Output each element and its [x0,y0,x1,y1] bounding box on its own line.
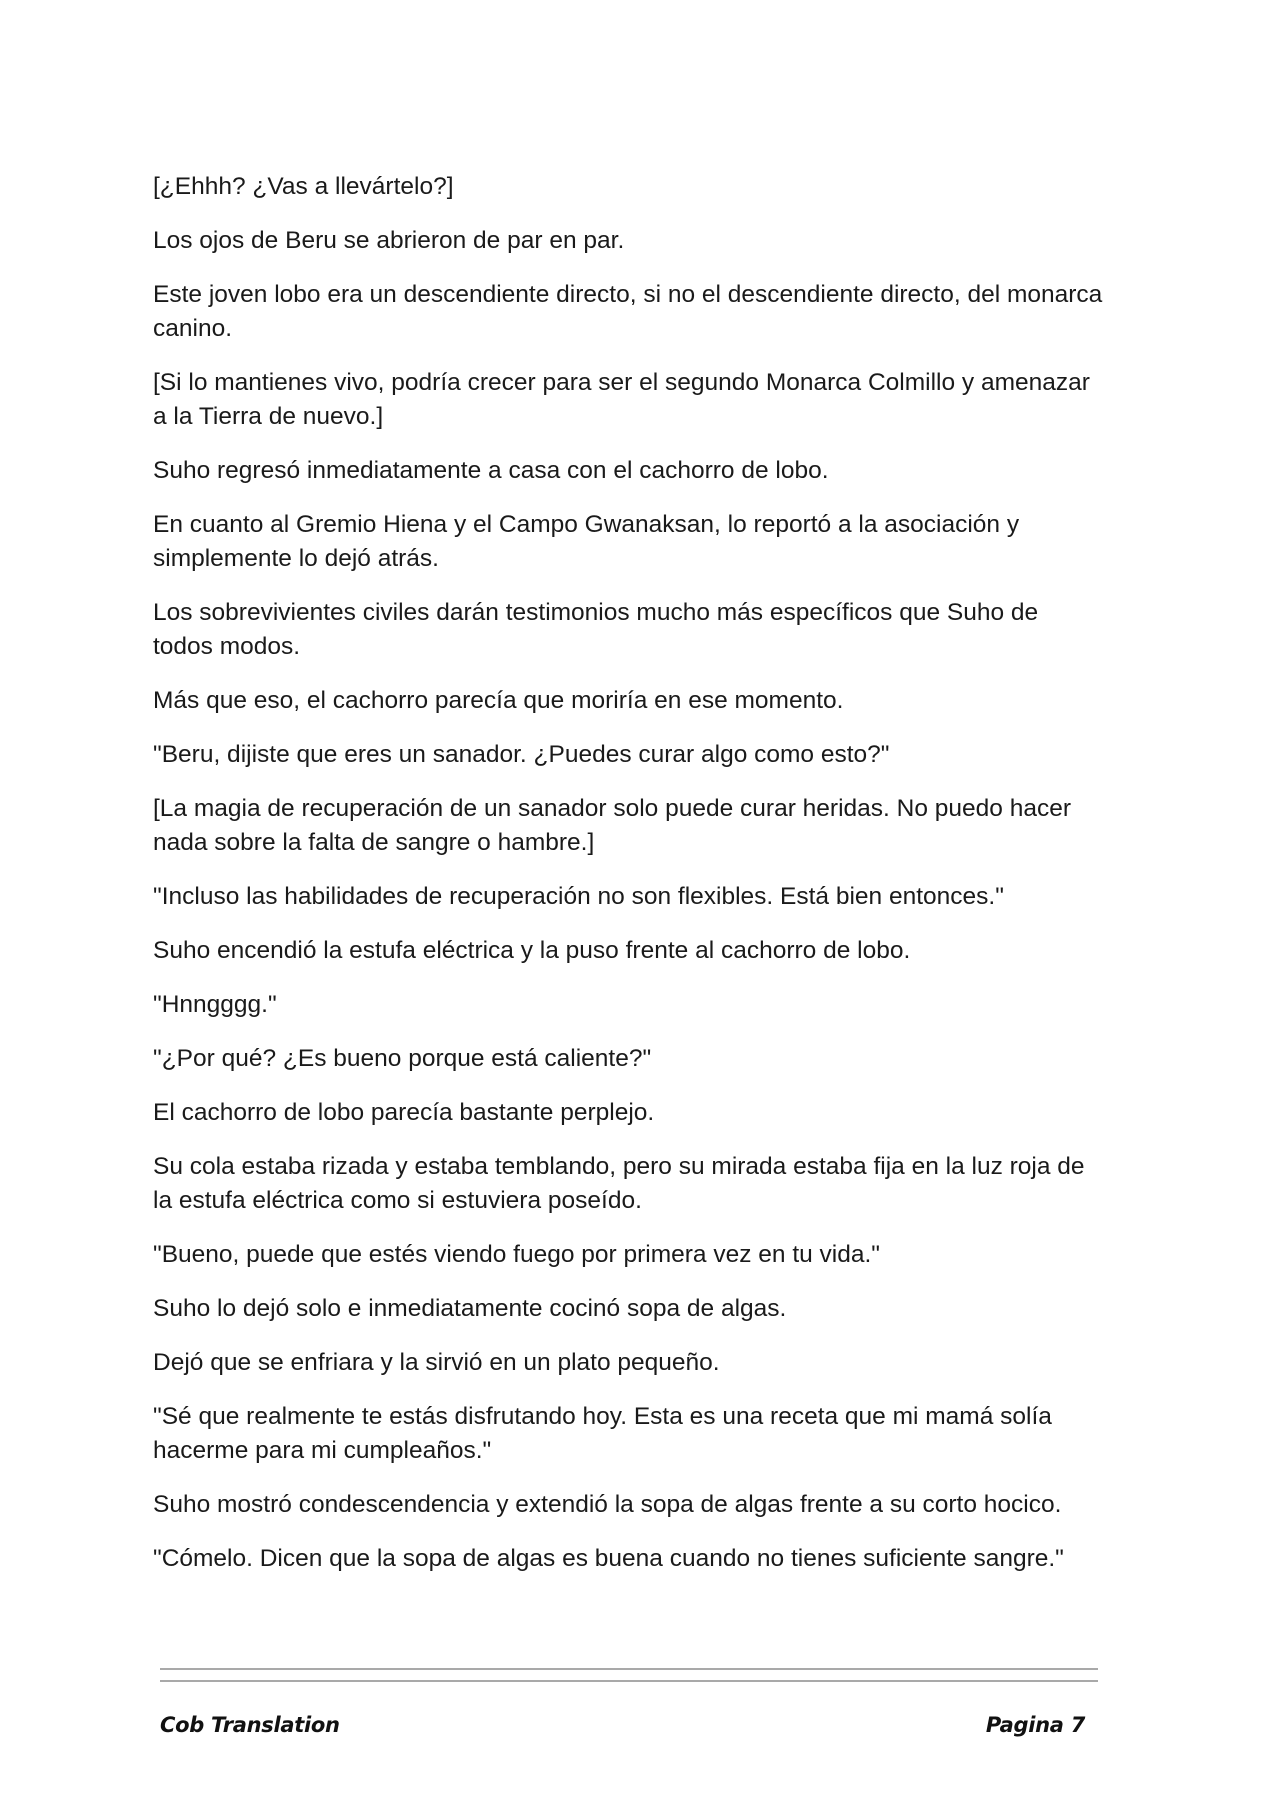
paragraph: [¿Ehhh? ¿Vas a llevártelo?] [153,173,454,200]
footer-divider-bottom [160,1680,1098,1682]
paragraph: "Sé que realmente te estás disfrutando hoy. Esta es una receta que mi mamá solía hacerme para mi cumpleaños." [153,1403,1052,1464]
text-body [153,170,1103,1596]
paragraph: [La magia de recuperación de un sanador solo puede curar heridas. No puedo hacer nada sobre la falta de sangre o hambre.] [153,795,1071,856]
paragraph: Suho encendió la estufa eléctrica y la puso frente al cachorro de lobo. [153,937,911,964]
paragraph: "Beru, dijiste que eres un sanador. ¿Puedes curar algo como esto?" [153,741,890,768]
paragraph: Los ojos de Beru se abrieron de par en par. [153,227,625,254]
paragraph: Suho mostró condescendencia y extendió la sopa de algas frente a su corto hocico. [153,1491,1062,1518]
paragraph: "Cómelo. Dicen que la sopa de algas es buena cuando no tienes suficiente sangre." [153,1545,1064,1572]
paragraph: "¿Por qué? ¿Es bueno porque está caliente?" [153,1045,652,1072]
paragraph: "Bueno, puede que estés viendo fuego por primera vez en tu vida." [153,1241,881,1268]
paragraph: "Incluso las habilidades de recuperación no son flexibles. Está bien entonces." [153,883,1004,910]
paragraph: El cachorro de lobo parecía bastante perplejo. [153,1099,655,1126]
paragraph: Su cola estaba rizada y estaba temblando, pero su mirada estaba fija en la luz roja de la estufa eléctrica como si estuviera poseído. [153,1153,1085,1214]
footer-page-number: Pagina 7 [985,1713,1085,1737]
footer-divider-top [160,1668,1098,1670]
paragraph: Suho regresó inmediatamente a casa con el cachorro de lobo. [153,457,829,484]
paragraph: [Si lo mantienes vivo, podría crecer para ser el segundo Monarca Colmillo y amenazar a la Tierra de nuevo.] [153,369,1090,430]
paragraph: Dejó que se enfriara y la sirvió en un plato pequeño. [153,1349,720,1376]
paragraph: Los sobrevivientes civiles darán testimonios mucho más específicos que Suho de todos modos. [153,599,1039,660]
paragraph: En cuanto al Gremio Hiena y el Campo Gwanaksan, lo reportó a la asociación y simplemente lo dejó atrás. [153,511,1020,572]
footer-translator-credit: Cob Translation [160,1713,340,1737]
paragraph: Este joven lobo era un descendiente directo, si no el descendiente directo, del monarca canino. [153,281,1103,342]
paragraph: Suho lo dejó solo e inmediatamente cocinó sopa de algas. [153,1295,787,1322]
paragraph: Más que eso, el cachorro parecía que moriría en ese momento. [153,687,844,714]
paragraph: "Hnngggg." [153,991,277,1018]
